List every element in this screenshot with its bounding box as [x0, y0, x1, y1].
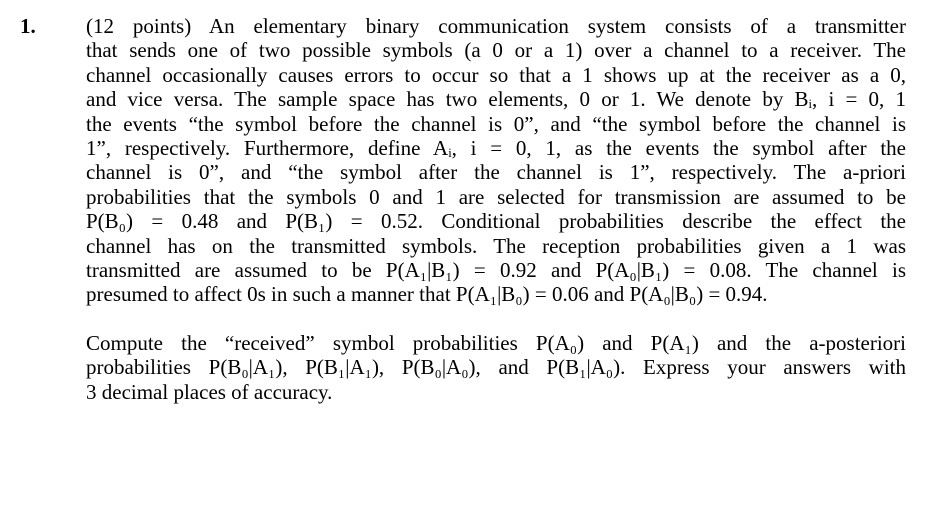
statement-line-1: (12 points) An elementary binary communication system consists of a transmitter [86, 14, 906, 38]
statement-line-9: P(B₀) = 0.48 and P(B₁) = 0.52. Conditional probabilities describe the effect the [86, 209, 906, 234]
statement-line-2: that sends one of two possible symbols (a 0 or a 1) over a channel to a receiver. The [86, 38, 906, 63]
problem-question [86, 331, 906, 404]
statement-line-8: probabilities that the symbols 0 and 1 are selected for transmission are assumed to be [86, 184, 906, 209]
statement-line-4: and vice versa. The sample space has two elements, 0 or 1. We denote by Bᵢ, i = 0, 1 [86, 87, 906, 112]
question-line-2: probabilities P(B₀|A₁), P(B₁|A₁), P(B₀|A₀), and P(B₁|A₀). Express your answers with [86, 355, 906, 380]
problem-text [86, 14, 906, 404]
statement-line-11: transmitted are assumed to be P(A₁|B₁) = 0.92 and P(A₀|B₁) = 0.08. The channel is [86, 258, 906, 283]
problem-statement [86, 14, 906, 307]
question-line-1: Compute the “received” symbol probabilities P(A₀) and P(A₁) and the a-posteriori [86, 330, 906, 355]
statement-line-10: channel has on the transmitted symbols. The reception probabilities given a 1 was [86, 233, 906, 258]
statement-line-5: the events “the symbol before the channel is 0”, and “the symbol before the channel is [86, 111, 906, 136]
statement-line-12: presumed to affect 0s in such a manner that P(A₁|B₀) = 0.06 and P(A₀|B₀) = 0.94. [86, 282, 768, 307]
statement-line-3: channel occasionally causes errors to occur so that a 1 shows up at the receiver as a 0, [86, 62, 906, 87]
statement-line-6: 1”, respectively. Furthermore, define Aᵢ, i = 0, 1, as the events the symbol after the [86, 136, 906, 161]
statement-line-7: channel is 0”, and “the symbol after the channel is 1”, respectively. The a-priori [86, 160, 906, 185]
question-line-3: 3 decimal places of accuracy. [86, 379, 333, 404]
problem-number: 1. [20, 14, 36, 38]
